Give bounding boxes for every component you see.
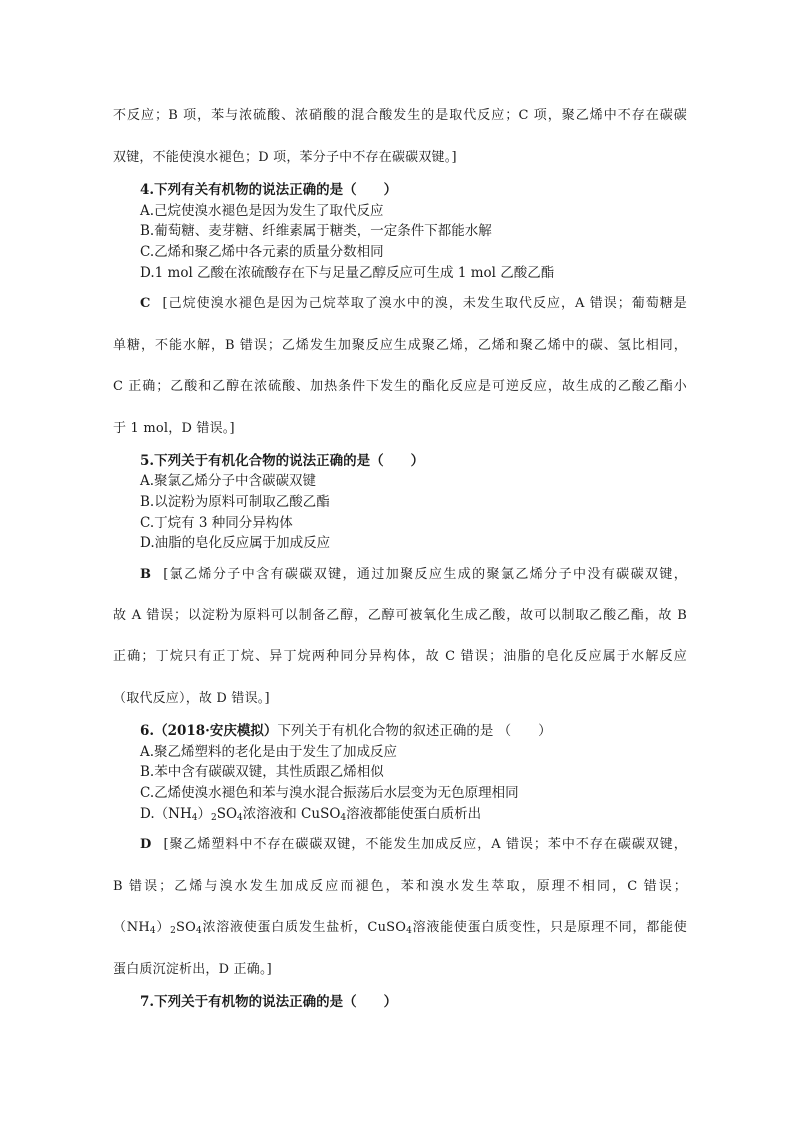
question-6-answer-line-2: B 错误；乙烯与溴水发生加成反应而褪色，苯和溴水发生萃取，原理不相同，C 错误； [113,879,687,894]
question-6-answer-text-1: [聚乙烯塑料中不存在碳碳双键，不能发生加成反应，A 错误；苯中不存在碳碳双键， [163,837,687,852]
q6ans3-sub-4: 4 [406,926,413,936]
question-6-stem: 下列关于有机化合物的叙述正确的是 （ ） [277,723,552,739]
question-6-option-b: B.苯中含有碳碳双键，其性质跟乙烯相似 [140,764,384,780]
q6d-sub-2: 2 [210,813,217,823]
question-4-option-b: B.葡萄糖、麦芽糖、纤维素属于糖类，一定条件下都能水解 [140,223,492,239]
question-5-answer-line-1 [140,565,687,585]
q6ans3-part-5: 溶液能使蛋白质变性，只是原理不同，都能使 [412,920,687,935]
question-6-option-d [140,804,481,828]
q6d-part-2: ） [197,806,211,822]
prev-answer-line-2: 双键，不能使溴水褪色；D 项，苯分子中不存在碳碳双键。] [113,150,457,165]
question-5-title: 5.下列关于有机化合物的说法正确的是（ ） [140,453,425,469]
question-5-option-b: B.以淀粉为原料可制取乙酸乙酯 [140,494,330,510]
question-6-answer-line-3 [113,918,687,941]
question-4-answer-line-3: C 正确；乙酸和乙醇在浓硫酸、加热条件下发生的酯化反应是可逆反应，故生成的乙酸乙酯小 [113,379,687,394]
question-4-answer-line-2: 单糖，不能水解，B 错误；乙烯发生加聚反应生成聚乙烯，乙烯和聚乙烯中的碳、氢比相同， [113,338,687,353]
question-5-answer-letter: B [140,567,152,582]
question-5-answer-line-2: 故 A 错误；以淀粉为原料可以制备乙醇，乙醇可被氧化生成乙酸，故可以制取乙酸乙酯，故 B [113,608,687,623]
q6ans3-part-3: SO [176,920,196,935]
question-4-answer-line-4: 于 1 mol，D 错误。] [113,421,235,436]
prev-answer-line-1: 不反应；B 项，苯与浓硫酸、浓硝酸的混合酸发生的是取代反应；C 项，聚乙烯中不存在碳碳 [113,108,687,123]
q6ans3-sub-2: 2 [170,926,177,936]
q6ans3-part-4: 浓溶液使蛋白质发生盐析，CuSO [201,920,407,935]
question-4-option-c: C.乙烯和聚乙烯中各元素的质量分数相同 [140,244,384,260]
question-5-option-a: A.聚氯乙烯分子中含碳碳双键 [140,473,317,489]
q6d-part-3: SO [216,806,238,822]
q6ans3-sub-3: 4 [196,926,202,936]
q6d-sub-3: 4 [237,813,243,823]
q6d-sub-1: 4 [191,813,198,823]
q6d-sub-4: 4 [340,813,347,823]
question-7-title: 7.下列关于有机物的说法正确的是（ ） [140,994,398,1010]
q6ans3-sub-1: 4 [149,926,156,936]
question-6-answer-line-4: 蛋白质沉淀析出，D 正确。] [113,962,272,977]
question-5-option-d: D.油脂的皂化反应属于加成反应 [140,535,331,551]
question-6-option-c: C.乙烯使溴水褪色和苯与溴水混合振荡后水层变为无色原理相同 [140,785,519,801]
question-4-answer-line-1 [140,294,687,314]
q6ans3-part-2: ） [155,920,171,935]
question-6-option-a: A.聚乙烯塑料的老化是由于发生了加成反应 [140,744,398,760]
question-4-answer-letter: C [140,296,151,311]
question-5-answer-text-1: [氯乙烯分子中含有碳碳双键，通过加聚反应生成的聚氯乙烯分子中没有碳碳双键， [163,567,687,582]
q6ans3-part-1: （NH [113,920,150,935]
question-6-title [140,721,552,741]
question-6-source: 6.（2018·安庆模拟） [140,723,278,739]
q6d-part-1: D.（NH [140,806,192,822]
question-5-option-c: C.丁烷有 3 种同分异构体 [140,515,293,531]
q6d-part-4: 浓溶液和 CuSO [242,806,341,822]
question-4-option-a: A.己烷使溴水褪色是因为发生了取代反应 [140,203,384,219]
question-4-answer-text-1: [己烷使溴水褪色是因为己烷萃取了溴水中的溴，未发生取代反应，A 错误；葡萄糖是 [162,296,687,311]
q6d-part-5: 溶液都能使蛋白质析出 [346,806,482,822]
question-5-answer-line-4: （取代反应），故 D 错误。] [113,691,270,706]
question-4-title: 4.下列有关有机物的说法正确的是（ ） [140,182,398,198]
question-6-answer-line-1 [140,835,687,855]
question-4-option-d: D.1 mol 乙酸在浓硫酸存在下与足量乙醇反应可生成 1 mol 乙酸乙酯 [140,265,555,281]
question-5-answer-line-3: 正确；丁烷只有正丁烷、异丁烷两种同分异构体，故 C 错误；油脂的皂化反应属于水解反应 [113,649,687,664]
question-6-answer-letter: D [140,837,152,852]
